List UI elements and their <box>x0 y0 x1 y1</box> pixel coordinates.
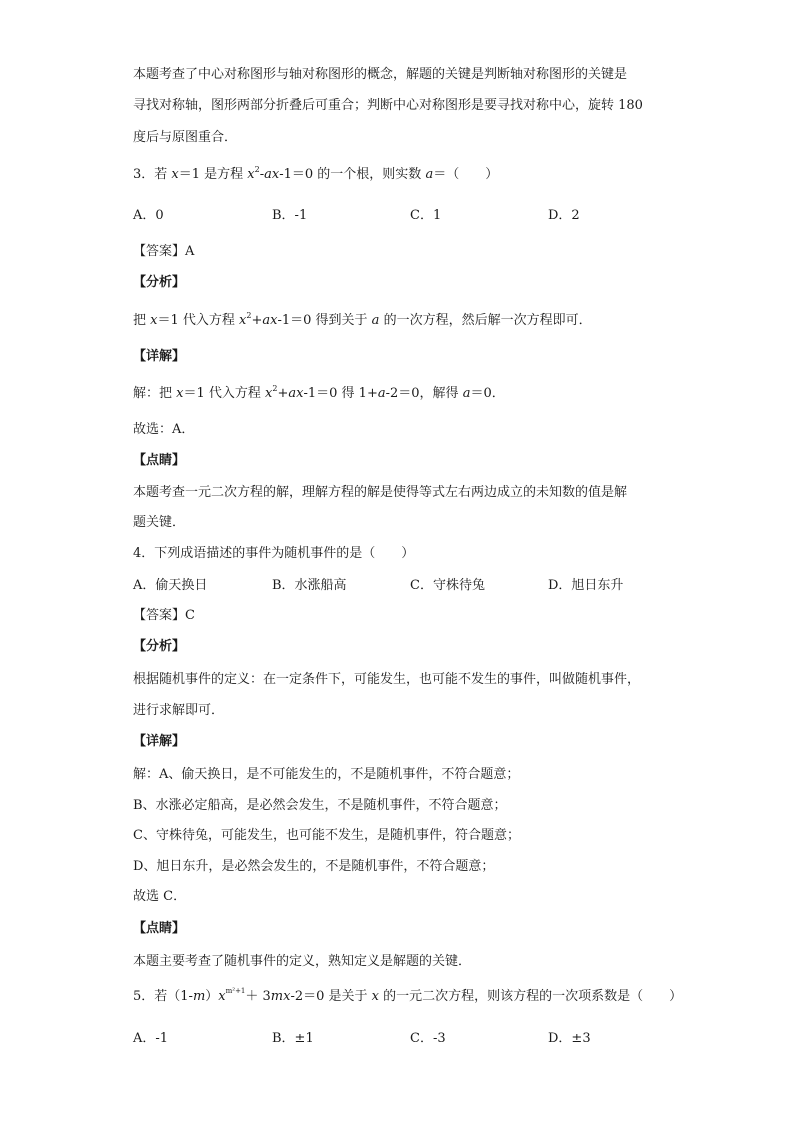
q3-analysis-tag: 【分析】 <box>133 275 186 290</box>
q3-ax: ax <box>264 167 280 182</box>
q3-eq1: ＝1 是方程 <box>178 167 248 182</box>
q4-option-b: B．水涨船高 <box>272 578 347 593</box>
q3-var-x2: x <box>247 167 255 182</box>
q3-analysis-t2: ＝1 代入方程 <box>157 313 240 328</box>
q3-prefix: 3．若 <box>133 167 172 182</box>
q5-t4: -2＝0 是关于 <box>290 989 372 1004</box>
q3-detail-tag: 【详解】 <box>133 349 186 364</box>
q3-analysis-t3: + <box>251 313 263 328</box>
q3-detail-t4: -1＝0 得 1+ <box>303 386 378 401</box>
q5-t1: 5．若（1- <box>133 989 193 1004</box>
q3-detail-t5: -2＝0，解得 <box>385 386 463 401</box>
q3-detail <box>133 385 505 403</box>
q3-detail-x: x <box>176 386 184 401</box>
q4-detail-line: D、旭日东升，是必然会发生的，不是随机事件，不符合题意； <box>133 859 495 874</box>
q4-option-c: C．守株待兔 <box>410 578 485 593</box>
q3-analysis-t4: -1＝0 得到关于 <box>277 313 372 328</box>
q4-answer: 【答案】C <box>133 608 195 623</box>
q3-minus: - <box>259 167 265 182</box>
q5-x2: x <box>371 989 380 1004</box>
q3-comment-tag: 【点睛】 <box>133 453 186 468</box>
q3-var-x: x <box>171 167 179 182</box>
q3-analysis-ax: ax <box>262 313 278 328</box>
q4-analysis-tag: 【分析】 <box>133 639 186 654</box>
q4-choose: 故选 C． <box>133 889 187 904</box>
q5-option-d: D．±3 <box>548 1031 591 1046</box>
q5-t3: ＋ 3 <box>245 989 271 1004</box>
q3-sup: 2 <box>254 165 260 174</box>
q5-m: m <box>192 989 206 1004</box>
question-4: 4．下列成语描述的事件为随机事件的是（ ） <box>133 546 415 561</box>
q3-end: ＝（ ） <box>433 167 499 182</box>
q3-option-d: D．2 <box>548 208 580 223</box>
q4-detail-line: C、守株待兔，可能发生，也可能不发生，是随机事件，符合题意； <box>133 828 520 843</box>
q4-detail-line: 解：A、偷天换日，是不可能发生的，不是随机事件，不符合题意； <box>133 767 520 782</box>
q3-rest: -1＝0 的一个根，则实数 <box>279 167 426 182</box>
q3-answer: 【答案】A <box>133 244 195 259</box>
q3-detail-t6: ＝0． <box>470 386 505 401</box>
intro-line-3: 度后与原图重合． <box>133 130 238 145</box>
q4-option-a: A．偷天换日 <box>133 578 208 593</box>
q3-option-c: C．1 <box>410 208 442 223</box>
intro-line-2: 寻找对称轴，图形两部分折叠后可重合；判断中心对称图形是要寻找对称中心，旋转 180 <box>133 98 643 113</box>
q3-option-a: A．0 <box>133 208 164 223</box>
q3-comment-2: 题关键． <box>133 515 186 530</box>
q3-analysis-a: a <box>371 313 380 328</box>
q4-detail-tag: 【详解】 <box>133 734 186 749</box>
question-3 <box>133 166 498 184</box>
q3-option-b: B．-1 <box>272 208 308 223</box>
q5-option-a: A．-1 <box>133 1031 169 1046</box>
q3-analysis <box>133 312 592 330</box>
q5-option-b: B．±1 <box>272 1031 314 1046</box>
q3-analysis-t5: 的一次方程，然后解一次方程即可． <box>379 313 592 328</box>
q3-var-a: a <box>425 167 434 182</box>
q3-detail-a: a <box>377 386 386 401</box>
q3-analysis-x: x <box>150 313 158 328</box>
q3-analysis-sup: 2 <box>246 311 252 320</box>
intro-line-1: 本题考查了中心对称图形与轴对称图形的概念，解题的关键是判断轴对称图形的关键是 <box>133 67 628 82</box>
question-5 <box>133 988 682 1006</box>
q3-detail-t1: 解：把 <box>133 386 177 401</box>
q4-comment-tag: 【点睛】 <box>133 921 186 936</box>
q3-detail-t3: + <box>277 386 289 401</box>
q3-comment-1: 本题考查一元二次方程的解，理解方程的解是使得等式左右两边成立的未知数的值是解 <box>133 485 628 500</box>
q3-choose: 故选：A． <box>133 422 195 437</box>
q4-comment: 本题主要考查了随机事件的定义，熟知定义是解题的关键． <box>133 954 472 969</box>
q4-analysis-1: 根据随机事件的定义：在一定条件下，可能发生，也可能不发生的事件，叫做随机事件， <box>133 672 641 687</box>
q5-sup: m²+1 <box>225 987 246 995</box>
q3-detail-x2: x <box>265 386 273 401</box>
q4-detail-line: B、水涨必定船高，是必然会发生，不是随机事件，不符合题意； <box>133 798 507 813</box>
q3-detail-ax: ax <box>288 386 304 401</box>
q5-t2: ） <box>205 989 219 1004</box>
q3-detail-sup: 2 <box>272 384 278 393</box>
q4-option-d: D．旭日东升 <box>548 578 624 593</box>
q5-option-c: C．-3 <box>410 1031 446 1046</box>
q3-analysis-x2: x <box>239 313 247 328</box>
q3-analysis-t1: 把 <box>133 313 151 328</box>
q5-x: x <box>218 989 226 1004</box>
q5-t5: 的一元二次方程，则该方程的一次项系数是（ ） <box>379 989 683 1004</box>
q4-analysis-2: 进行求解即可． <box>133 703 225 718</box>
q3-detail-a2: a <box>462 386 471 401</box>
q3-detail-t2: ＝1 代入方程 <box>183 386 266 401</box>
q5-mx: mx <box>270 989 291 1004</box>
